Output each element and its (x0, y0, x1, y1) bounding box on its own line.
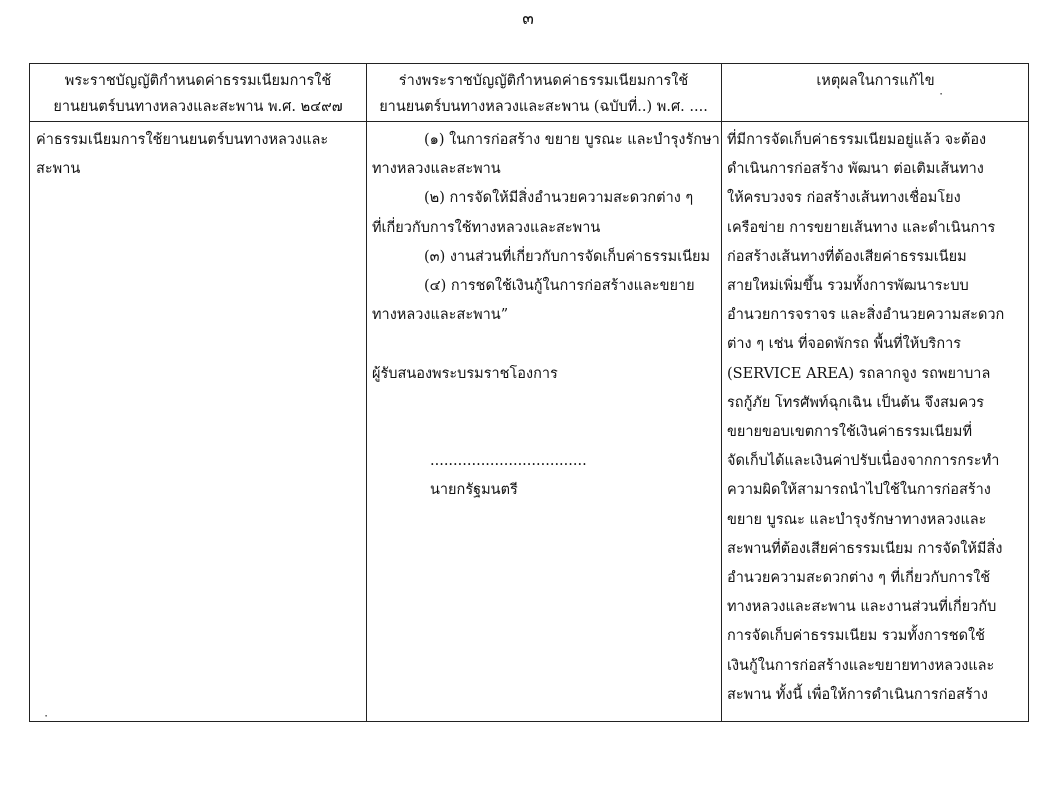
header-reasons (721, 64, 1030, 121)
text-line: ต่าง ๆ เช่น ที่จอดพักรถ พื้นที่ให้บริการ (727, 336, 962, 353)
text-line: สะพาน ทั้งนี้ เพื่อให้การดำเนินการก่อสร้าง (727, 686, 988, 703)
header-line: พระราชบัญญัติกำหนดค่าธรรมเนียมการใช้ (64, 73, 332, 89)
header-line: เหตุผลในการแก้ไข (816, 73, 935, 89)
clause-item-1-cont: ทางหลวงและสะพาน (372, 161, 501, 178)
clause-item-4: (๔) การชดใช้เงินกู้ในการก่อสร้างและขยาย (424, 278, 695, 295)
text-line: ขยาย บูรณะ และบำรุงรักษาทางหลวงและ (727, 511, 987, 528)
existing-act-text (36, 126, 362, 184)
scan-speck: ⋅ (44, 709, 49, 723)
text-line: สะพาน (36, 161, 81, 178)
text-line: เครือข่าย การขยายเส้นทาง และดำเนินการ (727, 219, 996, 236)
text-line: อำนวยความสะดวกต่าง ๆ ที่เกี่ยวกับการใช้ (727, 570, 991, 587)
text-line: ที่มีการจัดเก็บค่าธรรมเนียมอยู่แล้ว จะต้อง (727, 132, 987, 148)
text-line: สายใหม่เพิ่มขึ้น รวมทั้งการพัฒนาระบบ (727, 278, 969, 295)
clause-item-4-cont: ทางหลวงและสะพาน” (372, 307, 509, 324)
reasons-text (727, 126, 1027, 710)
text-line: ทางหลวงและสะพาน และงานส่วนที่เกี่ยวกับ (727, 599, 997, 616)
clause-item-3: (๓) งานส่วนที่เกี่ยวกับการจัดเก็บค่าธรรมเนียม (424, 248, 711, 265)
text-line: สะพานที่ต้องเสียค่าธรรมเนียม การจัดให้มีสิ่ง (727, 540, 1003, 557)
text-line: รถกู้ภัย โทรศัพท์ฉุกเฉิน เป็นต้น จึงสมควร (727, 394, 985, 411)
draft-act-text (372, 126, 720, 506)
header-divider (30, 121, 1028, 122)
text-line: การจัดเก็บค่าธรรมเนียม รวมทั้งการชดใช้ (727, 628, 985, 645)
scan-speck: ⋅ (939, 87, 944, 101)
header-line: ยานยนตร์บนทางหลวงและสะพาน พ.ศ. ๒๔๙๗ (53, 99, 343, 115)
column-divider (721, 64, 722, 721)
text-line: ดำเนินการก่อสร้าง พัฒนา ต่อเติมเส้นทาง (727, 161, 984, 178)
header-line: ร่างพระราชบัญญัติกำหนดค่าธรรมเนียมการใช้ (398, 73, 689, 89)
clause-item-1: (๑) ในการก่อสร้าง ขยาย บูรณะ และบำรุงรักษา (424, 132, 720, 148)
header-draft-act (366, 64, 721, 121)
countersign-label: ผู้รับสนองพระบรมราชโองการ (372, 365, 558, 382)
text-line: อำนวยการจราจร และสิ่งอำนวยความสะดวก (727, 307, 1005, 324)
text-line: ความผิดให้สามารถนำไปใช้ในการก่อสร้าง (727, 482, 991, 499)
clause-item-2: (๒) การจัดให้มีสิ่งอำนวยความสะดวกต่าง ๆ (424, 190, 694, 207)
page-number: ๓ (522, 9, 534, 29)
text-line: จัดเก็บได้และเงินค่าปรับเนื่องจากการกระทำ (727, 453, 1000, 470)
text-line: ก่อสร้างเส้นทางที่ต้องเสียค่าธรรมเนียม (727, 248, 967, 265)
clause-item-2-cont: ที่เกี่ยวกับการใช้ทางหลวงและสะพาน (372, 219, 601, 236)
signature-line: .................................. (430, 453, 587, 470)
header-existing-act (30, 64, 366, 121)
text-line: ให้ครบวงจร ก่อสร้างเส้นทางเชื่อมโยง (727, 190, 961, 207)
signature-title: นายกรัฐมนตรี (430, 482, 518, 499)
comparison-table (29, 63, 1029, 722)
text-line: ขยายขอบเขตการใช้เงินค่าธรรมเนียมที่ (727, 424, 973, 441)
header-line: ยานยนตร์บนทางหลวงและสะพาน (ฉบับที่..) พ.ศ. .... (379, 99, 708, 115)
spacer (372, 418, 717, 447)
spacer (372, 389, 717, 418)
column-divider (366, 64, 367, 721)
text-line: (SERVICE AREA) รถลากจูง รถพยาบาล (727, 365, 991, 382)
text-line: ค่าธรรมเนียมการใช้ยานยนตร์บนทางหลวงและ (36, 132, 329, 148)
spacer (372, 330, 717, 359)
text-line: เงินกู้ในการก่อสร้างและขยายทางหลวงและ (727, 657, 995, 674)
